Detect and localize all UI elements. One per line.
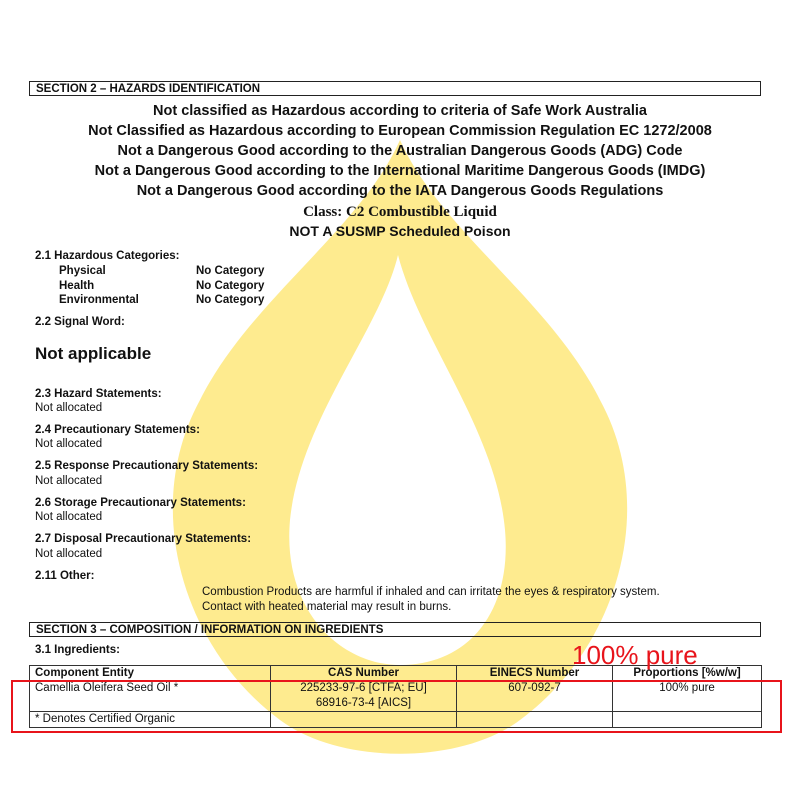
category-value: No Category [196,265,265,277]
statement-value: Not allocated [35,402,103,414]
statement-value: Not allocated [35,548,103,560]
susmp-line: NOT A SUSMP Scheduled Poison [289,223,511,239]
component-cell: * Denotes Certified Organic [30,712,271,728]
other-line: Contact with heated material may result in burns. [202,601,452,613]
category-name: Physical [59,265,106,277]
column-header: Component Entity [30,666,271,681]
category-value: No Category [196,294,265,306]
statement-label: 2.7 Disposal Precautionary Statements: [35,533,252,545]
statement-label: 2.5 Response Precautionary Statements: [35,460,259,472]
statement-label: 2.6 Storage Precautionary Statements: [35,497,246,509]
statement-value: Not allocated [35,511,103,523]
proportion-cell: 100% pure [613,681,762,712]
other-text [202,585,660,615]
highlight-box [11,680,782,733]
other-label: 2.11 Other: [35,570,95,582]
category-value: No Category [196,280,265,292]
classification-line-5: Not a Dangerous Good according to the IATA Dangerous Goods Regulations [136,183,664,199]
signal-word-value: Not applicable [35,344,152,363]
classification-line-4: Not a Dangerous Good according to the International Maritime Dangerous Goods (IMDG) [94,163,706,179]
cas-line: 68916-73-4 [AICS] [315,697,412,709]
column-header: CAS Number [271,666,457,681]
other-line: Combustion Products are harmful if inhaled and can irritate the eyes & respiratory system. [202,586,660,598]
category-name: Environmental [59,294,139,306]
class-line: Class: C2 Combustible Liquid [303,204,497,220]
statement-label: 2.4 Precautionary Statements: [35,424,200,436]
classification-line-1: Not classified as Hazardous according to criteria of Safe Work Australia [153,103,647,119]
statement-value: Not allocated [35,438,103,450]
statement-value: Not allocated [35,475,103,487]
classification-line-3: Not a Dangerous Good according to the Australian Dangerous Goods (ADG) Code [117,143,683,159]
ingredients-label: 3.1 Ingredients: [35,644,120,656]
section-3-header: SECTION 3 – COMPOSITION / INFORMATION ON INGREDIENTS [29,622,761,637]
category-name: Health [59,280,95,292]
component-cell: Camellia Oleifera Seed Oil * [30,681,271,712]
annotation-text: 100% pure [572,640,698,670]
einecs-cell: 607-092-7 [457,681,613,712]
signal-word-label: 2.2 Signal Word: [35,316,125,328]
statement-label: 2.3 Hazard Statements: [35,388,162,400]
section-2-header: SECTION 2 – HAZARDS IDENTIFICATION [29,81,761,96]
classification-line-2: Not Classified as Hazardous according to European Commission Regulation EC 1272/2008 [88,123,712,139]
column-header: Proportions [%w/w] [613,666,762,681]
column-header: EINECS Number [457,666,613,681]
hazard-categories-label: 2.1 Hazardous Categories: [35,250,180,262]
cas-line: 225233-97-6 [CTFA; EU] [300,682,427,694]
